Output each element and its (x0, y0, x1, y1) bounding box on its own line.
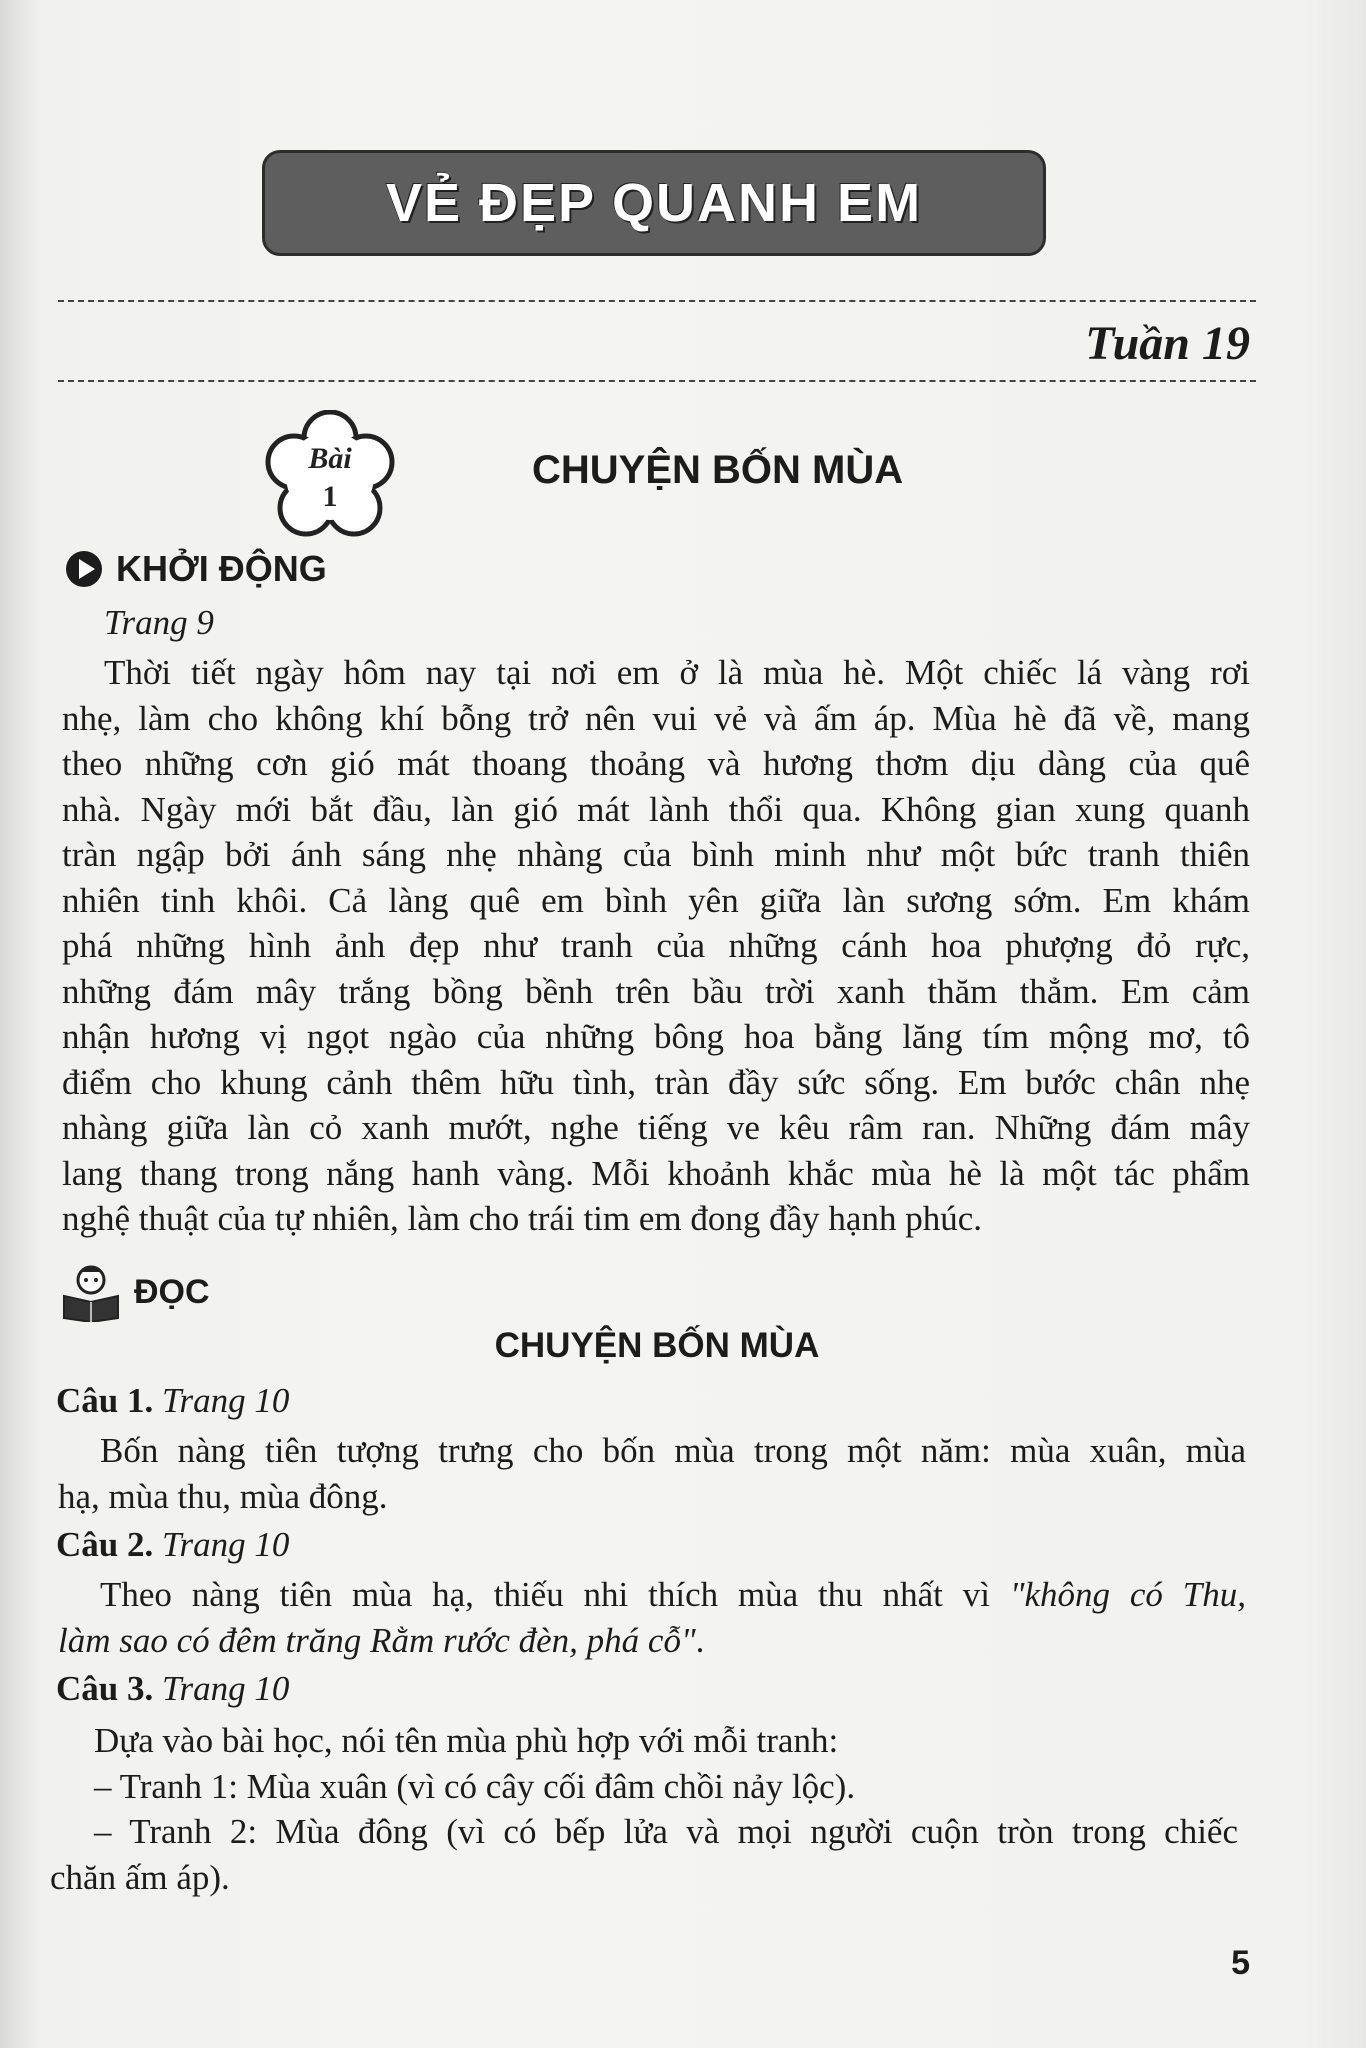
play-circle-icon (64, 549, 104, 589)
answer-text: Theo nàng tiên mùa hạ, thiếu nhi thích mùa thu nhất vì (100, 1575, 1010, 1614)
question-label: Câu 1. (56, 1381, 154, 1420)
divider-bottom (58, 380, 1256, 382)
paragraph-line: Thời tiết ngày hôm nay tại nơi em ở là mùa hè. Một chiếc lá vàng rơi (104, 653, 1250, 692)
paragraph-line: nhẹ, làm cho không khí bỗng trở nên vui vẻ và ấm áp. Mùa hè đã về, mang (62, 698, 1250, 738)
lesson-badge-word: Bài (308, 442, 352, 475)
answer-line: chăn ấm áp). (50, 1857, 230, 1897)
question-label: Câu 2. (56, 1525, 154, 1564)
question-2 (56, 1522, 289, 1567)
answer-line (58, 1618, 1246, 1664)
answer-line: Bốn nàng tiên tượng trưng cho bốn mùa trong một năm: mùa xuân, mùa (100, 1431, 1246, 1470)
answer-line: – Tranh 1: Mùa xuân (vì có cây cối đâm chồi nảy lộc). (94, 1766, 856, 1806)
answer-line: Dựa vào bài học, nói tên mùa phù hợp với mỗi tranh: (94, 1721, 839, 1760)
paragraph-line: tràn ngập bởi ánh sáng nhẹ nhàng của bình minh như một bức tranh thiên (62, 835, 1250, 874)
answer-line: hạ, mùa thu, mùa đông. (58, 1476, 388, 1516)
reading-title: CHUYỆN BỐN MÙA (494, 1326, 820, 1365)
paragraph-line: nhà. Ngày mới bắt đầu, làn gió mát lành thổi qua. Không gian xung quanh (62, 789, 1250, 829)
divider-top (58, 300, 1256, 302)
paragraph-line: theo những cơn gió mát thoang thoảng và hương thơm dịu dàng của quê (62, 744, 1250, 783)
answer-quote: "không có Thu, (1009, 1575, 1246, 1614)
warmup-heading-label: KHỞI ĐỘNG (116, 548, 327, 589)
flower-icon (262, 410, 398, 546)
lesson-badge-number: 1 (322, 480, 338, 513)
answer-1 (58, 1428, 1246, 1519)
paragraph-line: những đám mây trắng bồng bềnh trên bầu trời xanh thăm thẳm. Em cảm (62, 971, 1250, 1011)
reading-child-icon (60, 1262, 122, 1322)
paragraph-line: nghệ thuật của tự nhiên, làm cho trái tim em đong đầy hạnh phúc. (62, 1199, 982, 1238)
paragraph-line: nhiên tinh khôi. Cả làng quê em bình yên giữa làn sương sớm. Em khám (62, 880, 1250, 920)
page-number: 5 (1231, 1944, 1250, 1982)
reading-heading (60, 1262, 210, 1322)
answer-quote: làm sao có đêm trăng Rằm rước đèn, phá cỗ" (58, 1620, 696, 1660)
answer-line (58, 1572, 1246, 1618)
chapter-title: VẺ ĐẸP QUANH EM (385, 173, 923, 233)
paragraph-line: điểm cho khung cảnh thêm hữu tình, tràn đầy sức sống. Em bước chân nhẹ (62, 1062, 1250, 1102)
question-page-ref: Trang 10 (162, 1525, 290, 1564)
answer-line: – Tranh 2: Mùa đông (vì có bếp lửa và mọi người cuộn tròn trong chiếc (94, 1812, 1238, 1851)
paragraph-line: phá những hình ảnh đẹp như tranh của những cánh hoa phượng đỏ rực, (62, 926, 1250, 965)
reading-heading-label: ĐỌC (134, 1272, 210, 1311)
paragraph-line: nhàng giữa làn cỏ xanh mướt, nghe tiếng ve kêu râm ran. Những đám mây (62, 1108, 1250, 1147)
question-page-ref: Trang 10 (162, 1669, 290, 1708)
week-label: Tuần 19 (1085, 317, 1250, 370)
question-label: Câu 3. (56, 1669, 154, 1708)
lesson-badge (262, 410, 398, 546)
question-1 (56, 1378, 289, 1423)
question-page-ref: Trang 10 (162, 1381, 290, 1420)
warmup-heading (64, 548, 327, 590)
answer-text: . (695, 1620, 705, 1660)
answer-2 (58, 1572, 1246, 1663)
paragraph-line: nhận hương vị ngọt ngào của những bông hoa bằng lăng tím mộng mơ, tô (62, 1017, 1250, 1056)
answer-3 (50, 1718, 1238, 1900)
warmup-paragraph (62, 650, 1250, 1242)
paragraph-line: lang thang trong nắng hanh vàng. Mỗi khoảnh khắc mùa hè là một tác phẩm (62, 1153, 1250, 1193)
lesson-title: CHUYỆN BỐN MÙA (532, 448, 904, 492)
question-3 (56, 1666, 289, 1711)
warmup-page-ref: Trang 9 (104, 603, 214, 642)
chapter-banner (262, 150, 1046, 256)
